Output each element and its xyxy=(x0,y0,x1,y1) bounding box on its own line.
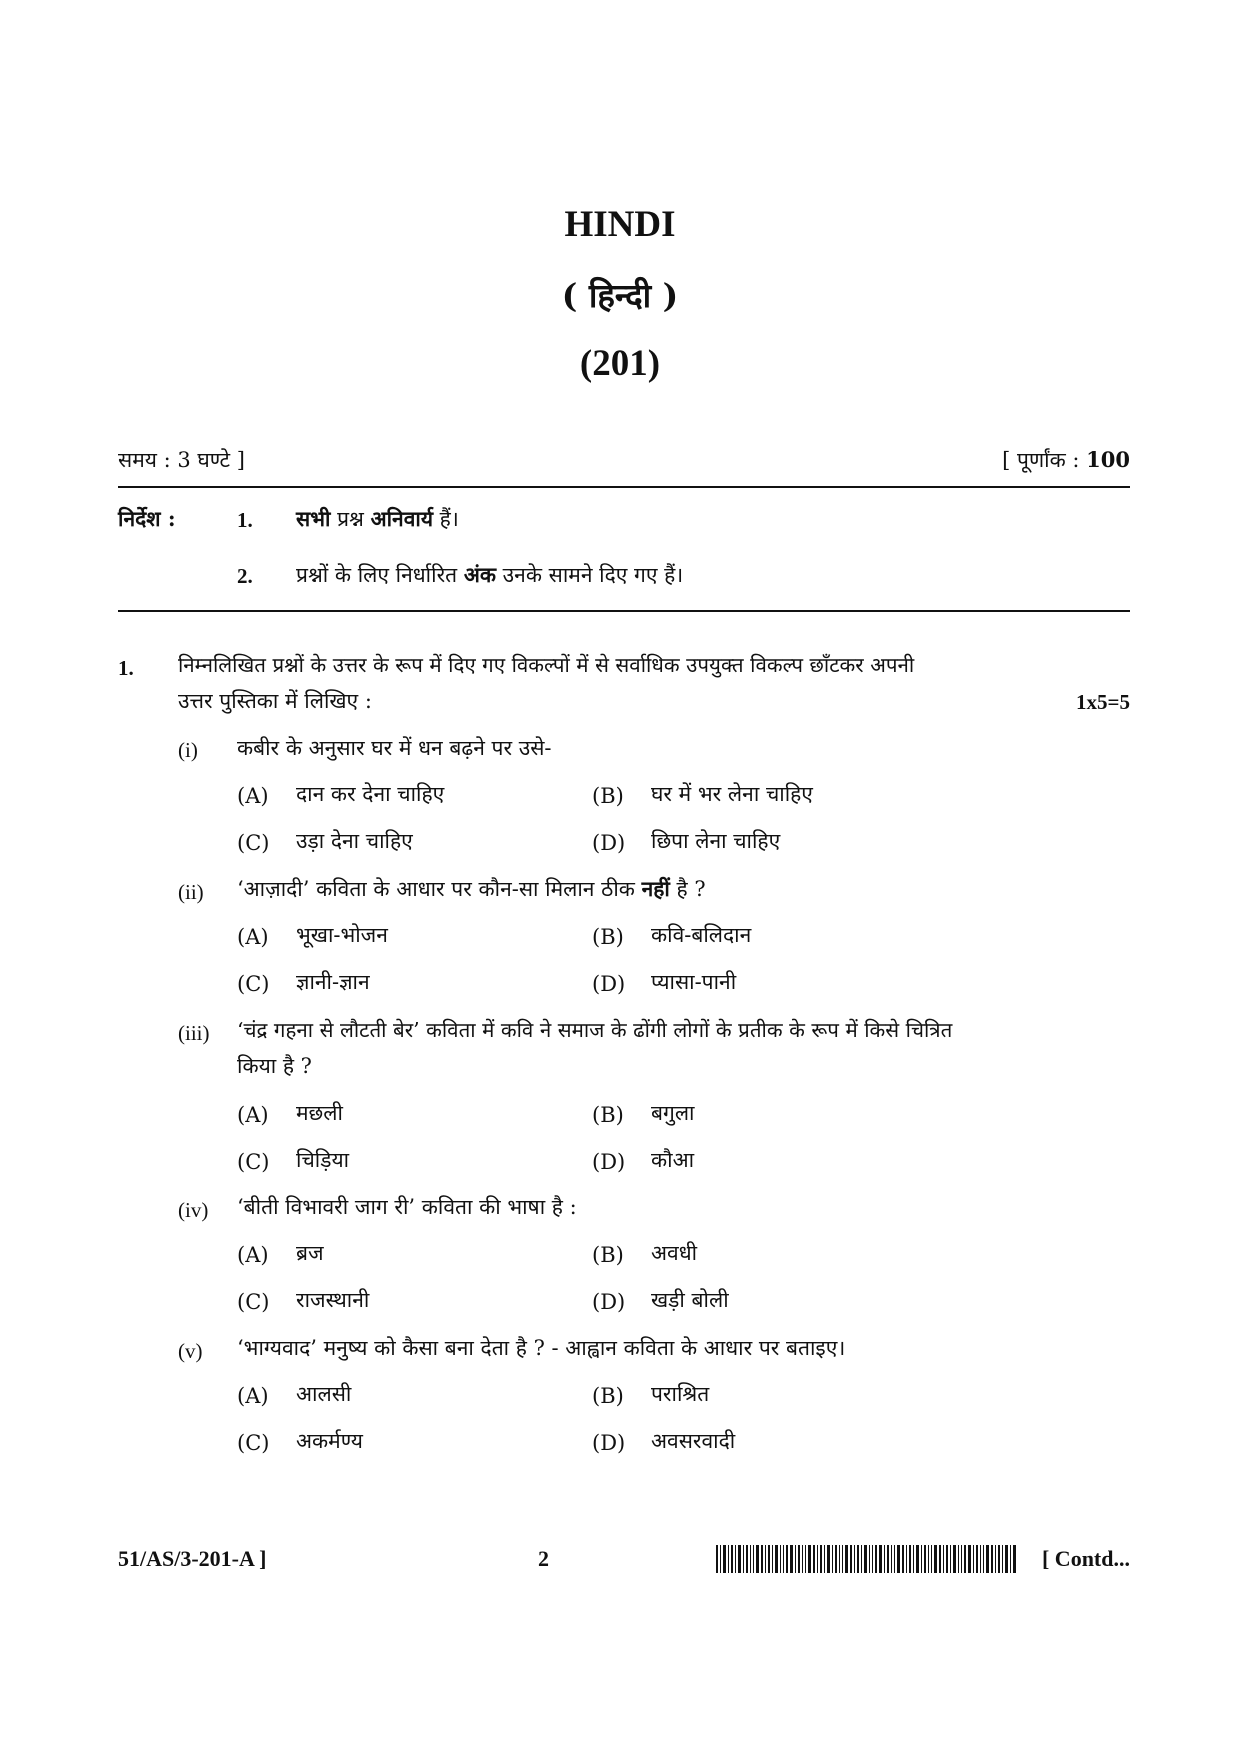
paper-code: 51/AS/3-201-A ] xyxy=(118,1546,267,1571)
divider-top xyxy=(118,486,1130,488)
question-1-line2: उत्तर पुस्तिका में लिखिए : xyxy=(178,689,372,713)
option-text: भूखा-भोजन xyxy=(296,923,388,947)
option-label: (A) xyxy=(237,1103,269,1127)
option-label: (B) xyxy=(592,1384,624,1408)
option-text: ब्रज xyxy=(296,1241,324,1265)
page-subtitle-hindi: ( हिन्दी ) xyxy=(561,276,679,315)
option-text: आलसी xyxy=(296,1382,352,1406)
option-label: (A) xyxy=(237,784,269,808)
sub-question-iii-line1: ‘चंद्र गहना से लौटती बेर’ कविता में कवि ने समाज के ढोंगी लोगों के प्रतीक के रूप में किसे चित्रित xyxy=(237,1018,953,1042)
sub-question-v-number: (v) xyxy=(178,1339,203,1363)
sub-question-i-text: कबीर के अनुसार घर में धन बढ़ने पर उसे- xyxy=(237,736,552,760)
option-label: (A) xyxy=(237,925,269,949)
option-label: (D) xyxy=(592,1431,626,1455)
option-label: (A) xyxy=(237,1243,269,1267)
option-label: (D) xyxy=(592,831,626,855)
option-label: (C) xyxy=(237,972,270,996)
max-marks xyxy=(1002,446,1130,474)
option-label: (B) xyxy=(592,784,624,808)
question-1-line1: निम्नलिखित प्रश्नों के उत्तर के रूप में दिए गए विकल्पों में से सर्वाधिक उपयुक्त विकल्प छाँटकर अपनी xyxy=(178,653,915,677)
continued-label: [ Contd... xyxy=(1041,1546,1130,1571)
option-text: दान कर देना चाहिए xyxy=(296,782,445,806)
option-text: मछली xyxy=(296,1101,343,1125)
option-text: पराश्रित xyxy=(651,1382,710,1406)
instruction-2-bold: अंक xyxy=(463,562,496,587)
sub-question-v-text: ‘भाग्यवाद’ मनुष्य को कैसा बना देता है ? - आह्वान कविता के आधार पर बताइए। xyxy=(237,1336,846,1360)
sub-question-ii-text-post: है ? xyxy=(669,877,706,901)
question-1-number: 1. xyxy=(118,656,134,680)
instruction-1 xyxy=(296,505,459,533)
option-text: ज्ञानी-ज्ञान xyxy=(296,970,370,994)
option-label: (D) xyxy=(592,972,626,996)
max-marks-label: [ पूर्णांक : xyxy=(1002,448,1080,472)
option-text: अकर्मण्य xyxy=(296,1429,363,1453)
sub-question-ii-text-bold: नहीं xyxy=(641,876,670,901)
option-label: (C) xyxy=(237,1290,270,1314)
divider-bottom xyxy=(118,610,1130,612)
option-label: (A) xyxy=(237,1384,269,1408)
option-text: घर में भर लेना चाहिए xyxy=(651,782,813,806)
option-label: (C) xyxy=(237,831,270,855)
option-text: अवसरवादी xyxy=(651,1429,736,1453)
sub-question-iii-number: (iii) xyxy=(178,1021,210,1045)
sub-question-iii-line2: किया है ? xyxy=(237,1054,312,1078)
barcode-image xyxy=(716,1545,1016,1573)
sub-question-iv-number: (iv) xyxy=(178,1198,209,1222)
option-text: प्यासा-पानी xyxy=(651,970,737,994)
option-text: खड़ी बोली xyxy=(651,1288,729,1312)
instruction-1-bold2: अनिवार्य xyxy=(370,506,433,531)
option-label: (C) xyxy=(237,1431,270,1455)
option-label: (D) xyxy=(592,1150,626,1174)
time-label: समय : 3 घण्टे ] xyxy=(118,448,246,472)
sub-question-ii-text-pre: ‘आज़ादी’ कविता के आधार पर कौन-सा मिलान ठीक xyxy=(237,877,642,901)
option-label: (C) xyxy=(237,1150,270,1174)
option-text: बगुला xyxy=(651,1101,695,1125)
option-text: छिपा लेना चाहिए xyxy=(651,829,781,853)
page-title: HINDI xyxy=(564,204,676,245)
option-text: कौआ xyxy=(651,1148,695,1172)
instruction-2-number: 2. xyxy=(237,564,253,588)
question-1-marks: 1x5=5 xyxy=(1076,690,1130,714)
instruction-1-text2: हैं। xyxy=(433,507,459,531)
sub-question-ii-text xyxy=(237,875,706,903)
option-text: उड़ा देना चाहिए xyxy=(296,829,413,853)
option-label: (B) xyxy=(592,1243,624,1267)
option-text: अवधी xyxy=(651,1241,698,1265)
option-label: (D) xyxy=(592,1290,626,1314)
instructions-heading: निर्देश : xyxy=(118,506,176,531)
sub-question-i-number: (i) xyxy=(178,738,198,762)
instruction-2 xyxy=(296,561,683,589)
instruction-1-text: प्रश्न xyxy=(330,507,371,531)
option-label: (B) xyxy=(592,925,624,949)
option-text: चिड़िया xyxy=(296,1148,350,1172)
option-text: कवि-बलिदान xyxy=(651,923,752,947)
page-number: 2 xyxy=(538,1546,549,1571)
subject-code: (201) xyxy=(579,343,661,384)
instruction-2-text: प्रश्नों के लिए निर्धारित xyxy=(296,563,464,587)
sub-question-ii-number: (ii) xyxy=(178,880,204,904)
option-label: (B) xyxy=(592,1103,624,1127)
instruction-2-text2: उनके सामने दिए गए हैं। xyxy=(495,563,684,587)
instruction-1-bold: सभी xyxy=(296,506,331,531)
instruction-1-number: 1. xyxy=(237,508,253,532)
max-marks-value: 100 xyxy=(1086,447,1130,472)
option-text: राजस्थानी xyxy=(296,1288,370,1312)
sub-question-iv-text: ‘बीती विभावरी जाग री’ कविता की भाषा है : xyxy=(237,1195,577,1219)
